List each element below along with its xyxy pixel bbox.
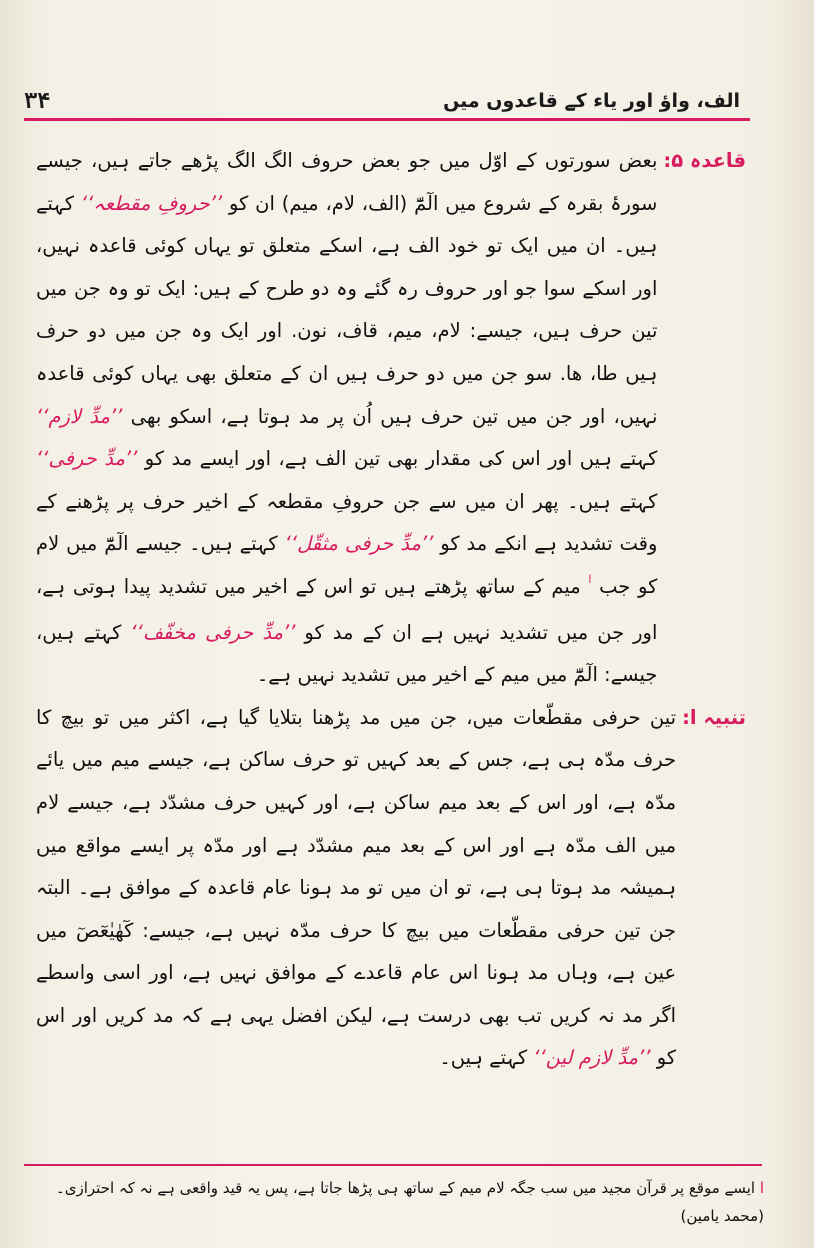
note-1-sentence-2: کہتے ہیں۔ [439, 1046, 528, 1070]
footnote-mark: ا [759, 1179, 764, 1197]
header-rule [24, 118, 750, 121]
page-number: ۳۴ [24, 88, 51, 114]
rule-5-label: قاعدہ ۵: [663, 149, 746, 172]
note-1-paragraph [36, 697, 746, 1080]
running-header [24, 86, 740, 116]
term-madd-harfi-mukhaffaf: ’’مدِّ حرفی مخفّف‘‘ [130, 620, 296, 644]
rule-5-sentence-1: بعض سورتوں کے اوّل میں جو بعض حروف الگ الگ پڑھے جاتے ہیں، جیسے سورۂ بقرہ کے شروع میں الٓمّٓ (الف، لام، میم) ان کو [36, 149, 658, 215]
rule-5-sentence-3: کہتے ہیں اور اس کی مقدار بھی تین الف ہے، اور ایسے مد کو [144, 447, 658, 471]
rule-5-paragraph [36, 140, 746, 697]
term-huroof-muqattaa: ’’حروفِ مقطعہ‘‘ [80, 191, 223, 215]
rule-5-sentence-7: کہتے ہیں، جیسے: الٓمّٓ میں میم کے اخیر میں تشدید نہیں ہے۔ [36, 620, 658, 687]
page-body [36, 140, 746, 1080]
footnote-text: ایسے موقع پر قرآن مجید میں سب جگہ لام میم کے ساتھ ہی پڑھا جاتا ہے، پس یہ قید واقعی ہے نہ کہ احترازی۔ (محمد یامین) [55, 1179, 764, 1225]
rule-5-sentence-6: میم کے ساتھ پڑھتے ہیں تو اس کے اخیر میں تشدید پیدا ہوتی ہے، اور جن میں تشدید نہیں ہے ان کے مد کو [36, 574, 658, 644]
rule-5-sentence-4: کہتے ہیں۔ پھر ان میں سے جن حروفِ مقطعہ کے اخیر حرف پر پڑھنے کے وقت تشدید ہے انکے مد کو [36, 489, 658, 556]
note-1-text [36, 697, 676, 1080]
chapter-title: الف، واؤ اور یاء کے قاعدوں میں [443, 90, 740, 112]
note-1-sentence-1: تین حرفی مقطّعات میں، جن میں مد پڑھنا بتلایا گیا ہے، اکثر میں تو بیچ کا حرف مدّہ ہی ہے، جس کے بعد کہیں تو حرف ساکن ہے، جیسے میم میں یائے مدّہ ہے، اور اس کے بعد میم ساکن ہے، اور کہیں حرف مشدّد ہے، جیسے لام میں الف مدّہ ہے اور اس کے بعد میم مشدّد ہے اور مدّہ پر ایسے مواقع میں ہمیشہ مد ہوتا ہی ہے، تو ان میں تو مد ہونا عام قاعدہ کے موافق ہے۔ البتہ جن تین حرفی مقطّعات میں بیچ کا حرف مدّہ نہیں ہے، جیسے: کٓھٰیٰعٓصٓ میں عین ہے، وہاں مد ہونا اس عام قاعدے کے موافق نہیں ہے، اور اسی واسطے اگر مد نہ کریں تب بھی درست ہے، لیکن افضل یہی ہے کہ مد کریں اور اس کو [36, 705, 677, 1070]
rule-5-text [36, 140, 657, 697]
term-madd-harfi-muthaqqal: ’’مدِّ حرفی مثقّل‘‘ [284, 532, 434, 556]
term-madd-lazim: ’’مدِّ لازم‘‘ [36, 404, 123, 428]
note-1-label: تنبیہ ا: [682, 705, 746, 729]
rule-5-sentence-5: کہتے ہیں۔ جیسے الٓمّٓ میں لام کو جب [36, 532, 658, 598]
term-madd-lazim-leen: ’’مدِّ لازم لین‘‘ [533, 1046, 651, 1070]
rule-5-sentence-2: کہتے ہیں۔ ان میں ایک تو خود الف ہے، اسکے متعلق تو یہاں کوئی قاعدہ نہیں، اور اسکے سوا جو اور حروف رہ گئے وہ دو طرح کے ہیں: ایک تو وہ جن میں تین حرف ہیں، جیسے: لام، میم، قاف، نون. اور ایک وہ جن میں دو حرف ہیں طا، ھا. سو جن میں دو حرف ہیں ان کے متعلق بھی یہاں کوئی قاعدہ نہیں، اور جن میں تین حرف ہیں اُن پر مد ہوتا ہے، اسکو بھی [36, 191, 658, 428]
footnote-rule [24, 1164, 762, 1166]
footnote [28, 1174, 764, 1230]
term-madd-harfi: ’’مدِّ حرفی‘‘ [36, 447, 138, 471]
footnote-reference[interactable]: ا [588, 572, 592, 586]
